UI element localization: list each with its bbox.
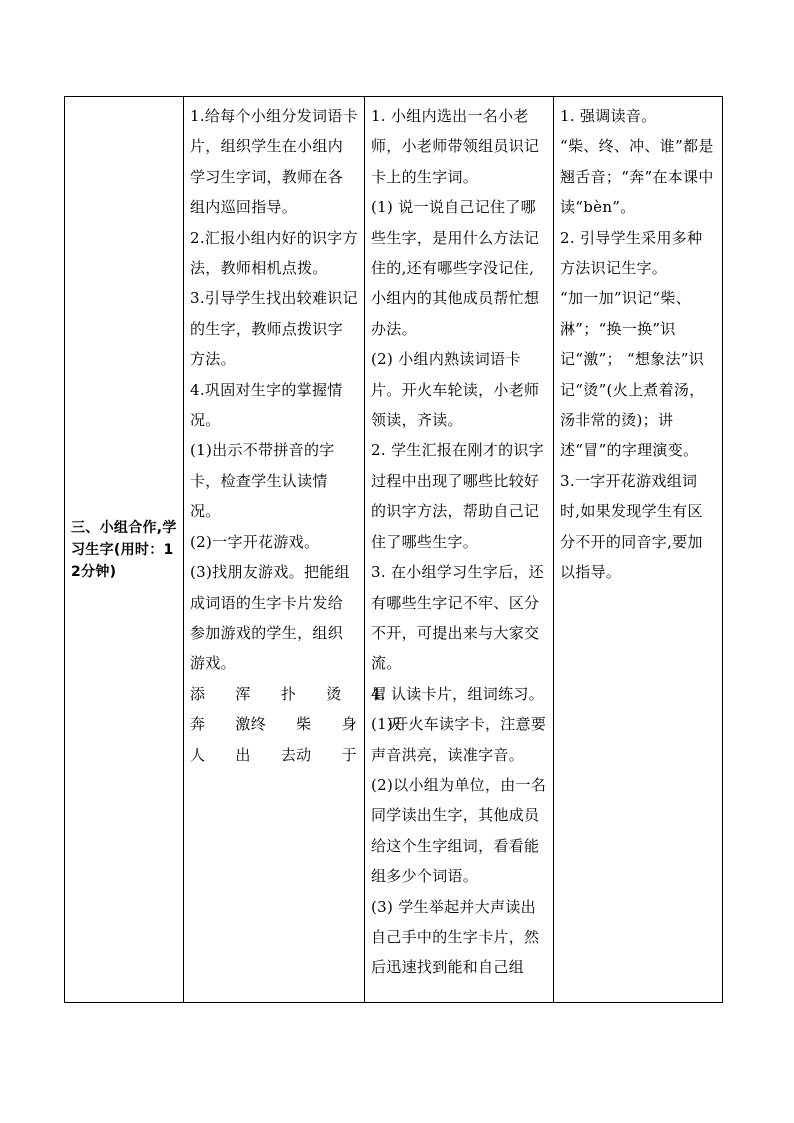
teacher-line: (1)出示不带拼音的字卡，检查学生认读情况。 bbox=[190, 441, 335, 521]
lesson-plan-table bbox=[64, 96, 723, 1003]
student-line: (2)以小组为单位，由一名同学读出生字，其他成员给这个生字组词，看看能组多少个词语。 bbox=[371, 775, 547, 886]
student-line: (1)开火车读字卡，注意要声音洪亮，读准字音。 bbox=[371, 715, 547, 764]
student-line: (3) 学生举起并大声读出自己手中的生字卡片，然后迅速找到能和自己组 bbox=[371, 897, 540, 977]
teacher-line: (2)一字开花游戏。 bbox=[190, 532, 320, 551]
design-intent-cell bbox=[554, 97, 723, 1003]
design-line: “加一加”识记“柴、淋”；“换一换”识记“激”； “想象法”识记“烫”(火上煮着汤，汤非常的烫)；讲述“冒”的字理演变。 bbox=[560, 289, 705, 460]
teacher-line: 1.给每个小组分发词语卡片，组织学生在小组内学习生字词，教师在各组内巡回指导。 bbox=[190, 107, 358, 217]
student-line: (2) 小组内熟读词语卡片。开火车轮读，小老师领读，齐读。 bbox=[371, 350, 540, 430]
design-line: 2. 引导学生采用多种方法识记生字。 bbox=[560, 228, 703, 278]
stage-label: 三、小组合作,学习生字(用时：12分钟) bbox=[71, 519, 177, 580]
character-row: 奔 激终 柴 身 灭 bbox=[190, 715, 403, 734]
student-activity-cell bbox=[365, 97, 554, 1003]
design-line: 3.一字开花游戏组词时,如果发现学生有区分不开的同音字,要加以指导。 bbox=[560, 471, 703, 582]
teacher-activity-cell bbox=[184, 97, 403, 1003]
student-line: (1) 说一说自己记住了哪些生字，是用什么方法记住的,还有哪些字没记住,小组内的其他成员帮忙想办法。 bbox=[371, 198, 540, 338]
table-row bbox=[65, 97, 723, 1003]
character-row: 人 出 去动 于 bbox=[190, 745, 357, 764]
design-line: 1. 强调读音。 bbox=[560, 107, 657, 125]
student-line: 2. 学生汇报在刚才的识字过程中出现了哪些比较好的识字方法，帮助自己记住了哪些生字。 bbox=[371, 441, 544, 551]
teacher-line: 4.巩固对生字的掌握情况。 bbox=[190, 380, 343, 430]
design-line: “柴、终、冲、谁”都是翘舌音；“奔”在本课中读“bèn”。 bbox=[560, 137, 714, 217]
student-line: 1. 小组内选出一名小老师，小老师带领组员识记卡上的生字词。 bbox=[371, 107, 540, 186]
stage-cell bbox=[65, 97, 184, 1003]
character-row: 添 浑 扑 烫 冒 bbox=[190, 684, 388, 703]
student-line: 4. 认读卡片，组词练习。 bbox=[371, 684, 544, 703]
teacher-line: 2.汇报小组内好的识字方法，教师相机点拨。 bbox=[190, 228, 358, 278]
teacher-line: 3.引导学生找出较难识记的生字，教师点拨识字方法。 bbox=[190, 289, 358, 369]
student-line: 3. 在小组学习生字后，还有哪些生字记不牢、区分不开，可提出来与大家交流。 bbox=[371, 563, 544, 673]
teacher-line: (3)找朋友游戏。把能组成词语的生字卡片发给参加游戏的学生，组织游戏。 bbox=[190, 563, 350, 673]
